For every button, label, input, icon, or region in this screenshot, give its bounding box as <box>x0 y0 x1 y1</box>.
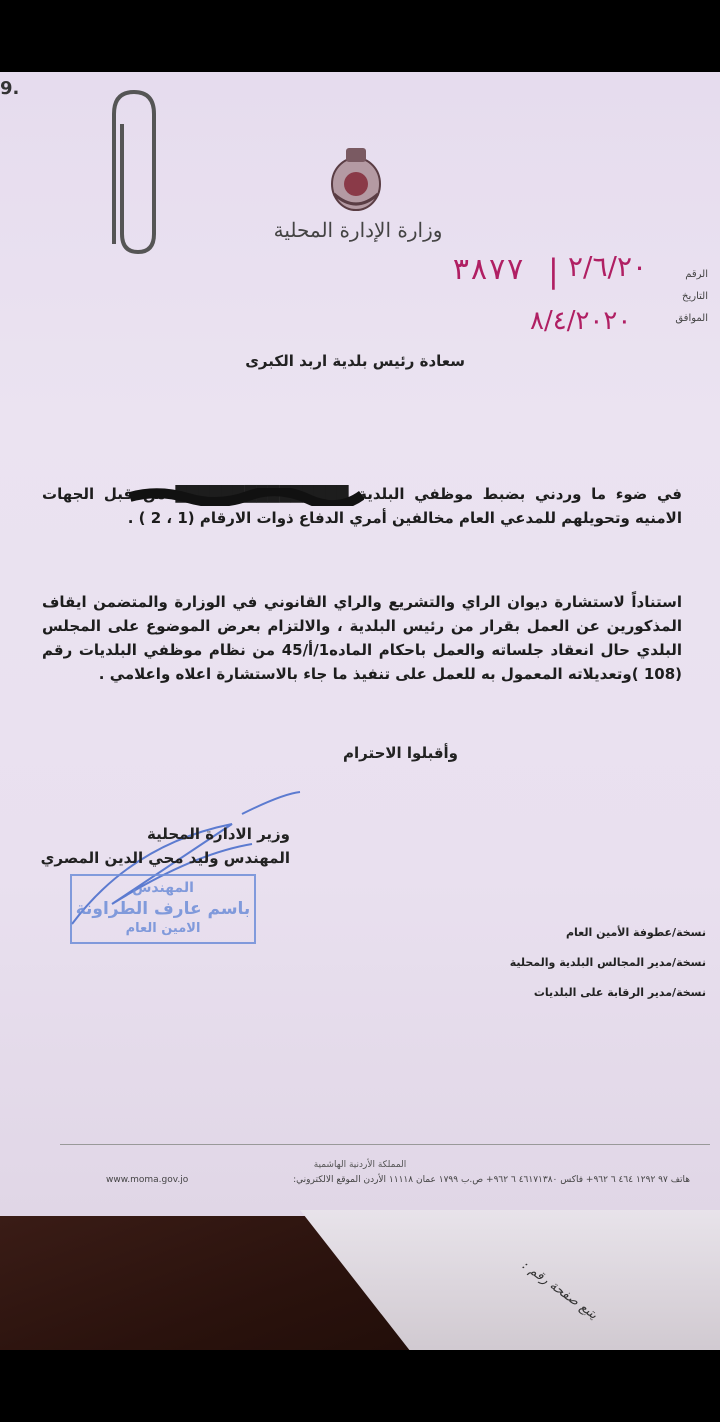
photo-top-border <box>0 0 720 72</box>
corner-mark: 9. <box>0 78 20 99</box>
stamp-position: الامين العام <box>125 921 201 936</box>
recipient-line: سعادة رئيس بلدية اربد الكبرى <box>245 352 465 370</box>
body-paragraph-1: في ضوء ما وردني بضبط موظفي البلدية ███████████████ من قبل الجهات الامنيه وتحويلهم للمدعي العام مخالفين أمري الدفاع ذوات الارقام (1 ، 2 ) . <box>42 485 682 527</box>
official-stamp <box>70 874 256 944</box>
gregorian-date: ٨/٤/٢٠٢٠ <box>530 306 632 336</box>
ministry-title: وزارة الإدارة المحلية <box>273 218 443 242</box>
signature-block <box>38 822 290 870</box>
footer-website: www.moma.gov.jo <box>106 1175 189 1185</box>
next-page-note: يتبع صفحة رقم : <box>519 1258 601 1323</box>
hijri-date: ٢/٦/٢٠ <box>568 250 648 283</box>
stamp-name: باسم عارف الطراونة <box>75 899 251 919</box>
footer-divider <box>60 1144 710 1145</box>
date-label: التاريخ <box>682 291 708 302</box>
copies-list <box>510 918 706 1008</box>
copy-line: نسخة/مدير المجالس البلدية والمحلية <box>509 956 706 969</box>
reference-labels <box>675 264 708 330</box>
paperclip-icon <box>102 84 162 254</box>
copy-line: نسخة/عطوفة الأمين العام <box>565 926 706 939</box>
jordan-coat-of-arms-icon <box>326 144 386 216</box>
signatory-title: وزير الادارة المحلية <box>147 825 290 843</box>
photo-bottom-border <box>0 1350 720 1422</box>
copy-line: نسخة/مدير الرقابة على البلديات <box>533 986 706 999</box>
body-paragraph-2: استناداً لاستشارة ديوان الراي والتشريع والراي القانوني في الوزارة والمتضمن ايقاف المذكورين عن العمل بقرار من رئيس البلدية ، والالتزام بعرض الموضوع على المجلس البلدي حال انعقاد جلساته والعمل باحكام الماده1/أ/45 من نظام موظفي البلديات رقم (108 )وتعديلاته المعمول به للعمل على تنفيذ ما جاء بالاستشارة اعلاه واعلامي . <box>42 593 682 683</box>
stamp-title: المهندس <box>132 880 194 896</box>
separator-mark: | <box>548 252 559 290</box>
redaction-scribble <box>128 488 364 506</box>
reference-number: ٣٨٧٧ <box>452 252 525 287</box>
footer-contacts: هاتف ٩٧ ١٢٩٢ ٤٦٤ ٦ ٩٦٢+ فاكس ٤٦١٧١٣٨٠ ٦ ٩٦٢+ ص.ب ١٧٩٩ عمان ١١١١٨ الأردن الموقع الالكتروني: <box>293 1175 690 1185</box>
ref-label: الرقم <box>685 269 708 280</box>
closing-line: وأقبلوا الاحترام <box>342 744 458 762</box>
footer-country: المملكة الأردنية الهاشمية <box>313 1160 407 1170</box>
letter-paper <box>0 72 720 1222</box>
corresponding-label: الموافق <box>675 313 708 324</box>
signatory-name: المهندس وليد محي الدين المصري <box>40 849 290 867</box>
